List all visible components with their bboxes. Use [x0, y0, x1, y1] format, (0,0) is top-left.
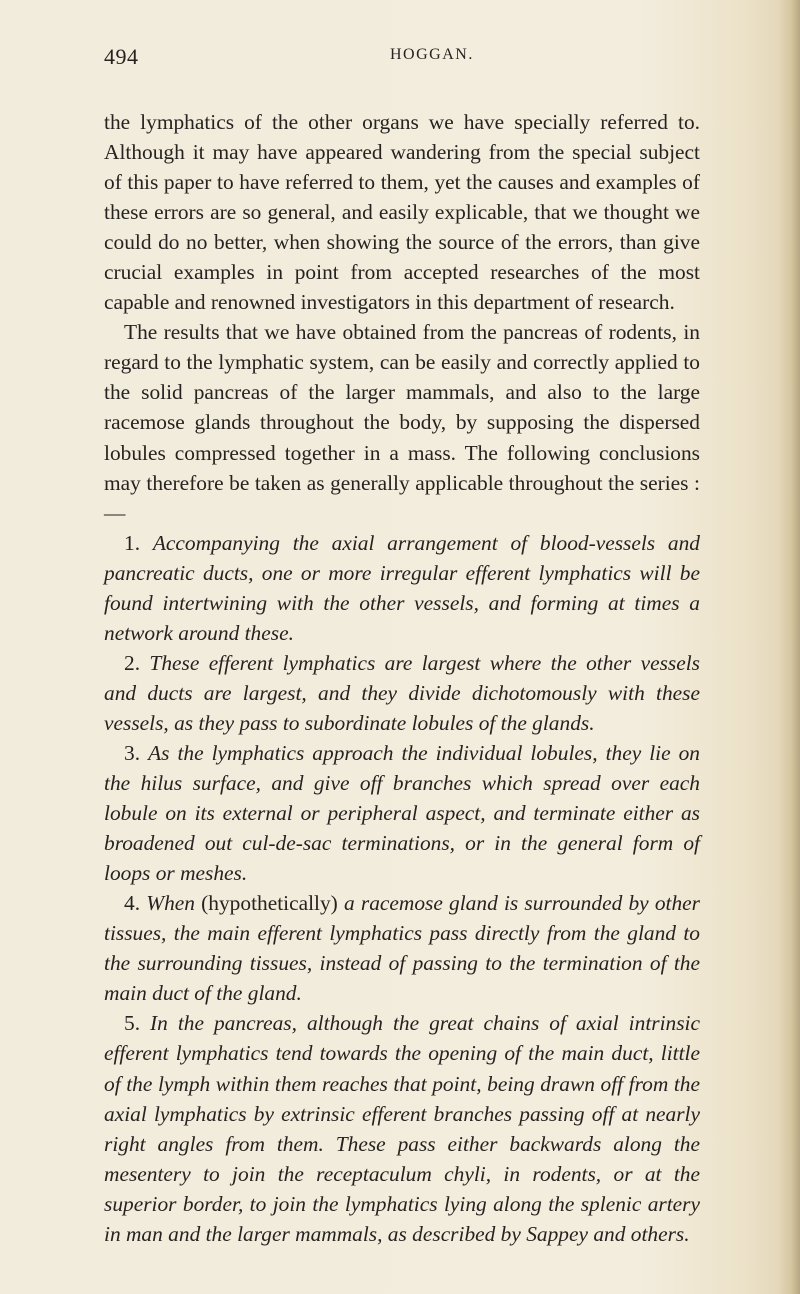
page-number: 494: [104, 44, 139, 69]
conclusion-number: 3.: [124, 740, 141, 765]
conclusion-text: Accompanying the axial arrangement of blood-vessels and pancreatic ducts, one or more irregular efferent lymphatics will be found intertwining with the other vessels, and forming at times a network around these.: [104, 530, 700, 645]
conclusion-text: These efferent lymphatics are largest where the other vessels and ducts are largest, and they divide dichotomously with these vessels, as they pass to subordinate lobules of the glands.: [104, 650, 700, 735]
conclusion-text: In the pancreas, although the great chains of axial intrinsic efferent lymphatics tend towards the opening of the main duct, little of the lymph within them reaches that point, being drawn off from the axial lymphatics by extrinsic efferent branches passing off at nearly right angles from them. These pass either backwards along the mesentery to join the receptaculum chyli, in rodents, or at the superior border, to join the lymphatics lying along the splenic artery in man and the larger mammals, as described by Sappey and others.: [104, 1011, 700, 1246]
page-header: [104, 44, 699, 74]
running-head: HOGGAN.: [390, 46, 474, 63]
paragraph-results: The results that we have obtained from the pancreas of rodents, in regard to the lymphatic system, can be easily and correctly applied to the solid pancreas of the larger mammals, and also to the large racemose glands throughout the body, by supposing the dispersed lobules compressed together in a mass. The following conclusions may therefore be taken as generally applicable throughout the series :—: [104, 320, 700, 525]
conclusion-number: 5.: [124, 1011, 141, 1036]
conclusion-1: [104, 528, 700, 648]
conclusion-number: 2.: [124, 650, 141, 675]
conclusion-number: 4.: [124, 891, 141, 916]
conclusion-text-hypothetically: (hypothetically): [201, 891, 338, 916]
conclusion-3: [104, 738, 700, 888]
conclusion-number: 1.: [124, 530, 141, 555]
conclusion-2: [104, 648, 700, 738]
conclusion-text-when: When: [146, 891, 195, 916]
body-text: [104, 107, 700, 1249]
conclusion-4: [104, 888, 700, 1008]
paragraph-lymphatics-intro: the lymphatics of the other organs we have specially referred to. Although it may have appeared wandering from the special subject of this paper to have referred to them, yet the causes and examples of these errors are so general, and easily explicable, that we thought we could do no better, when showing the source of the errors, than give crucial examples in point from accepted researches of the most capable and renowned investigators in this department of research.: [104, 110, 700, 315]
conclusion-5: [104, 1008, 700, 1248]
conclusion-text: a racemose gland is surrounded by other tissues, the main efferent lymphatics pass directly from the gland to the surrounding tissues, instead of passing to the termination of the main duct of the gland.: [104, 891, 700, 1006]
page-edge-shadow: [778, 0, 800, 1294]
conclusion-text: As the lymphatics approach the individual lobules, they lie on the hilus surface, and give off branches which spread over each lobule on its external or peripheral aspect, and terminate either as broadened out cul-de-sac terminations, or in the general form of loops or meshes.: [104, 740, 700, 886]
